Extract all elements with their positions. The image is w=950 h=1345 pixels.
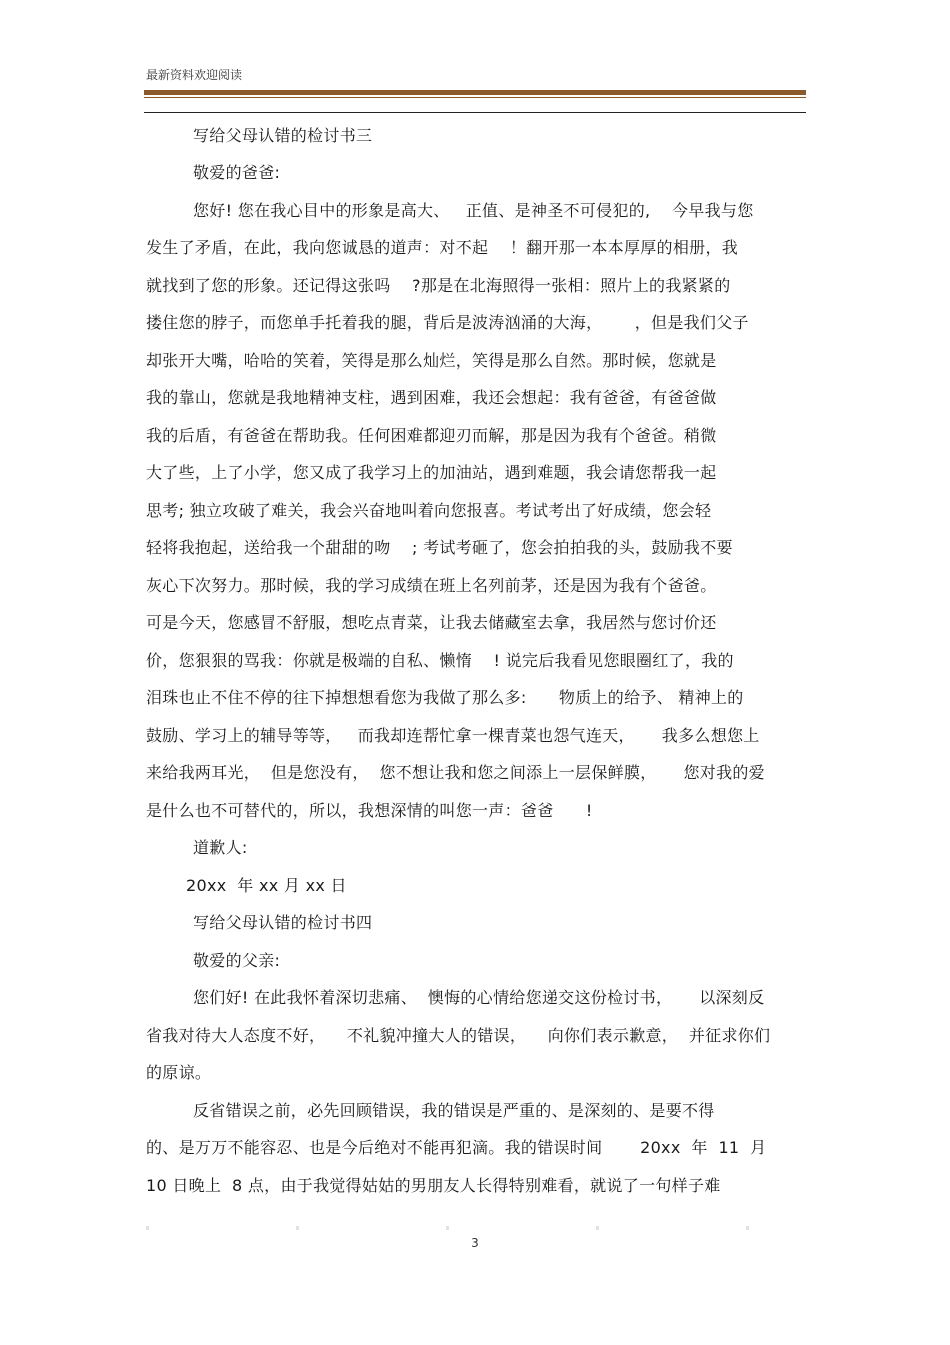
body-line: 10 日晚上 8 点，由于我觉得姑姑的男朋友人长得特别难看，就说了一句样子难	[146, 1176, 721, 1195]
date-line: 20xx 年 xx 月 xx 日	[186, 876, 347, 895]
header-rule-dark	[144, 112, 806, 113]
body-line: 的原谅。	[146, 1063, 212, 1082]
body-line: 来给我两耳光， 但是您没有， 您不想让我和您之间添上一层保鲜膜， 您对我的爱	[146, 763, 765, 782]
body-line: 我的靠山，您就是我地精神支柱，遇到困难，我还会想起：我有爸爸，有爸爸做	[146, 388, 717, 407]
body-line: 却张开大嘴，哈哈的笑着，笑得是那么灿烂，笑得是那么自然。那时候，您就是	[146, 351, 717, 370]
body-line: 泪珠也止不住不停的往下掉想想看您为我做了那么多: 物质上的给予、 精神上的	[146, 688, 744, 707]
section-title: 写给父母认错的检讨书三	[193, 126, 373, 145]
body-line: 是什么也不可替代的，所以，我想深情的叫您一声：爸爸 !	[146, 801, 593, 820]
section-title: 写给父母认错的检讨书四	[193, 913, 373, 932]
body-line: 灰心下次努力。那时候，我的学习成绩在班上名列前茅，还是因为我有个爸爸。	[146, 576, 717, 595]
cut-off-text-fragment	[146, 1226, 806, 1230]
body-line: 您们好! 在此我怀着深切悲痛、 懊悔的心情给您递交这份检讨书， 以深刻反	[193, 988, 765, 1007]
body-line: 反省错误之前，必先回顾错误，我的错误是严重的、是深刻的、是要不得	[193, 1101, 715, 1120]
salutation: 敬爱的爸爸:	[193, 163, 281, 182]
header-text: 最新资料欢迎阅读	[146, 68, 243, 82]
body-line: 鼓励、学习上的辅导等等， 而我却连帮忙拿一棵青菜也怨气连天， 我多么想您上	[146, 726, 760, 745]
header-rule-thin	[144, 97, 806, 98]
body-line: 思考; 独立攻破了难关，我会兴奋地叫着向您报喜。考试考出了好成绩，您会轻	[146, 501, 712, 520]
body-line: 我的后盾，有爸爸在帮助我。任何困难都迎刃而解，那是因为我有个爸爸。稍微	[146, 426, 717, 445]
salutation: 敬爱的父亲:	[193, 951, 281, 970]
body-line: 省我对待大人态度不好， 不礼貌冲撞大人的错误， 向你们表示歉意， 并征求你们	[146, 1026, 771, 1045]
body-line: 价，您狠狠的骂我：你就是极端的自私、懒惰 ! 说完后我看见您眼圈红了，我的	[146, 651, 734, 670]
header-rule-thick	[144, 90, 806, 95]
body-line: 的、是万万不能容忍、也是今后绝对不能再犯滴。我的错误时间 20xx 年 11 月	[146, 1138, 767, 1157]
body-line: 大了些，上了小学，您又成了我学习上的加油站，遇到难题，我会请您帮我一起	[146, 463, 717, 482]
body-line: 就找到了您的形象。还记得这张吗 ?那是在北海照得一张相：照片上的我紧紧的	[146, 276, 731, 295]
body-line: 轻将我抱起，送给我一个甜甜的吻 ; 考试考砸了，您会拍拍我的头，鼓励我不要	[146, 538, 733, 557]
page-number: 3	[471, 1236, 479, 1250]
body-line: 搂住您的脖子，而您单手托着我的腿，背后是波涛汹涌的大海， ，但是我们父子	[146, 313, 749, 332]
signature-label: 道歉人:	[193, 838, 248, 857]
body-line: 发生了矛盾，在此，我向您诚恳的道声：对不起 ！翻开那一本本厚厚的相册，我	[146, 238, 739, 257]
body-line: 可是今天，您感冒不舒服，想吃点青菜，让我去储藏室去拿，我居然与您讨价还	[146, 613, 717, 632]
body-line: 您好! 您在我心目中的形象是高大、 正值、是神圣不可侵犯的, 今早我与您	[193, 201, 754, 220]
